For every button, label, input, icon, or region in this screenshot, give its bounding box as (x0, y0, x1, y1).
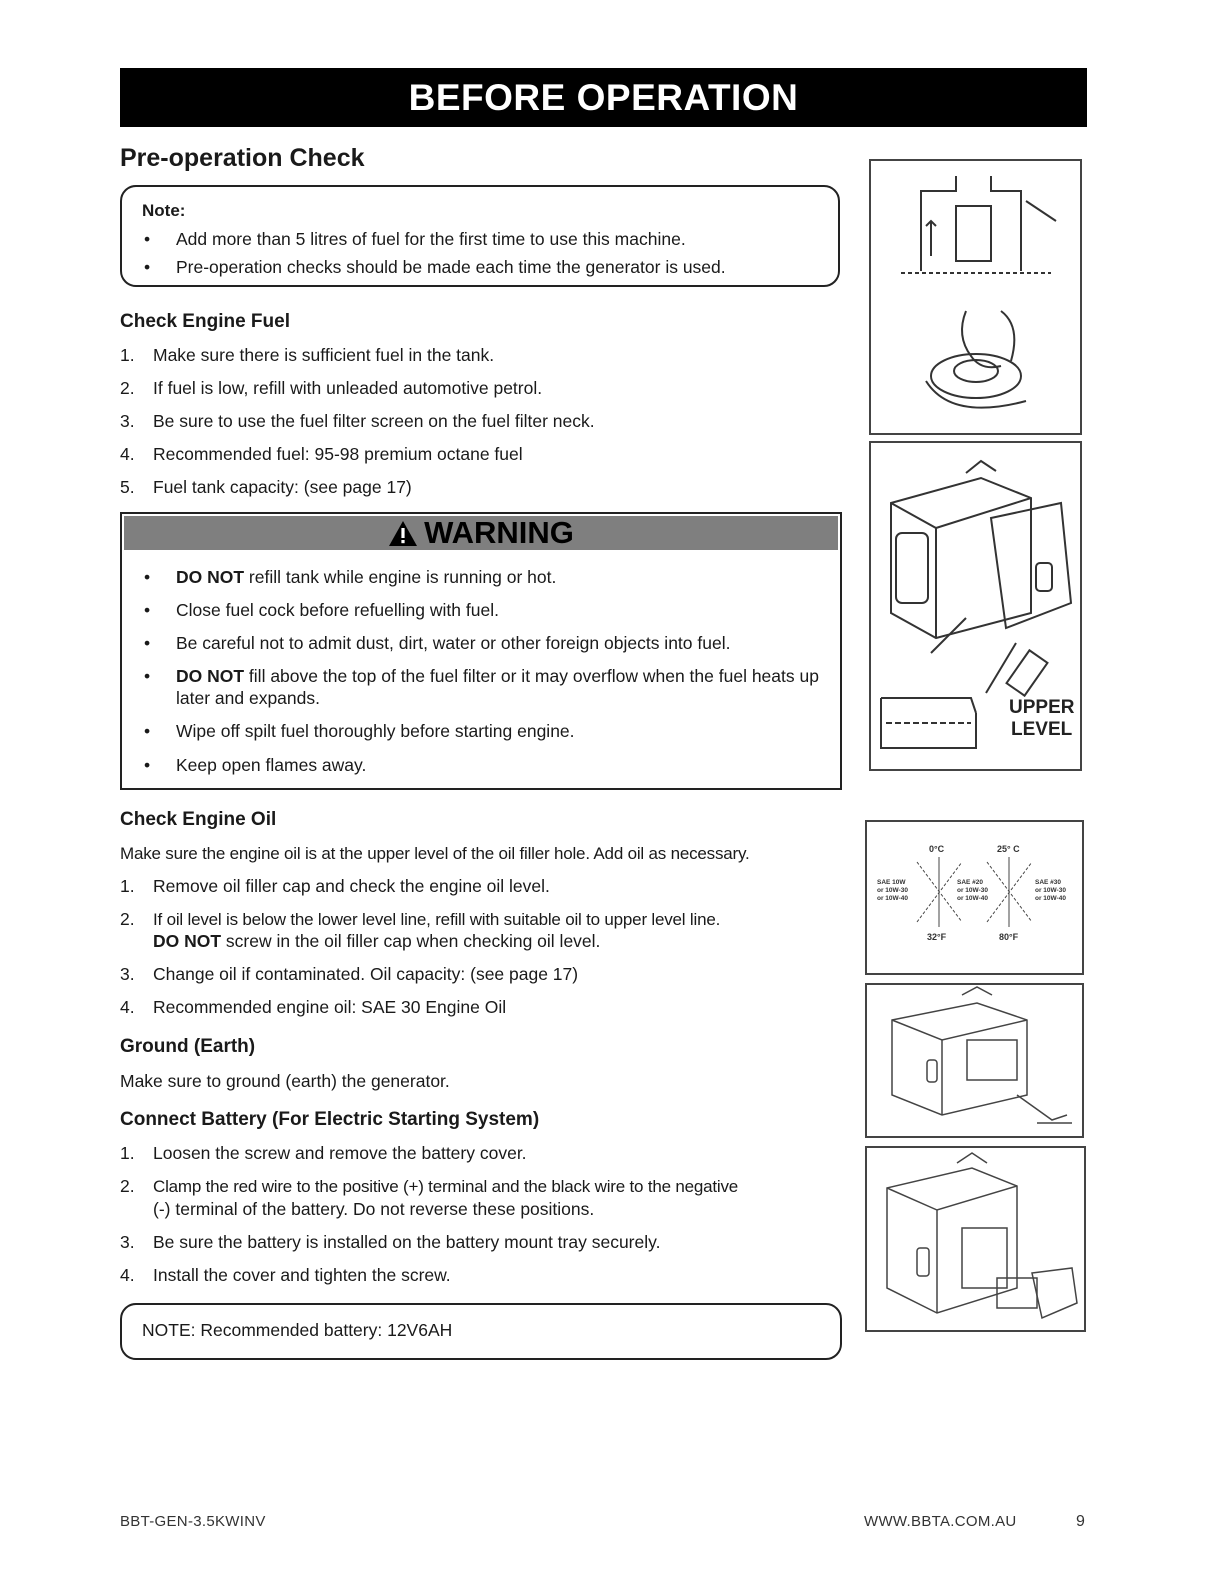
battery-illustration (867, 1148, 1084, 1330)
pre-operation-heading: Pre-operation Check (120, 144, 365, 172)
battery-note-box (120, 1303, 842, 1360)
upper-level-label-2: LEVEL (1011, 719, 1073, 740)
sae-mid-2: or 10W-30 (957, 887, 988, 894)
oil-viscosity-figure (865, 820, 1084, 975)
fuel-heading: Check Engine Fuel (120, 311, 290, 332)
generator-fuel-figure (869, 441, 1082, 771)
warning-triangle-icon (388, 520, 418, 547)
ground-text: Make sure to ground (earth) the generator. (120, 1071, 450, 1091)
battery-note: NOTE: Recommended battery: 12V6AH (142, 1320, 453, 1340)
page-number: 9 (1076, 1513, 1086, 1530)
temp-32f-label: 32°F (927, 932, 947, 942)
ground-illustration (867, 985, 1082, 1136)
sae-mid-3: or 10W-40 (957, 895, 988, 902)
section-banner (120, 68, 1087, 127)
fuel-filter-illustration (871, 161, 1080, 433)
sae-left-1: SAE 10W (877, 879, 906, 886)
oil-heading: Check Engine Oil (120, 809, 277, 830)
fuel-filter-figure (869, 159, 1082, 435)
oil-viscosity-chart (867, 822, 1082, 973)
sae-left-2: or 10W-30 (877, 887, 908, 894)
generator-fuel-illustration (871, 443, 1080, 769)
battery-heading: Connect Battery (For Electric Starting System) (120, 1109, 540, 1130)
temp-0c-label: 0°C (929, 844, 945, 854)
oil-intro: Make sure the engine oil is at the upper level of the oil filler hole. Add oil as necessary. (120, 844, 750, 863)
note-label: Note: (142, 201, 186, 220)
sae-left-3: or 10W-40 (877, 895, 908, 902)
pre-operation-note-box: Note: • Add more than 5 litres of fuel for the first time to use this machine. • Pre-operation checks should be made each time the generator is used. (120, 185, 840, 287)
sae-right-2: or 10W-30 (1035, 887, 1066, 894)
upper-level-label: UPPER (1009, 697, 1075, 718)
sae-right-1: SAE #30 (1035, 879, 1062, 886)
sae-right-3: or 10W-40 (1035, 895, 1066, 902)
ground-heading: Ground (Earth) (120, 1036, 256, 1057)
warning-header (124, 516, 838, 550)
battery-figure (865, 1146, 1086, 1332)
temp-80f-label: 80°F (999, 932, 1019, 942)
warning-box: WARNING • DO NOT refill tank while engine is running or hot. • Close fuel cock before refuelling with fuel. • Be careful not to admit dust, dirt, water or other foreign objects into fuel. • DO NOT fill above the top of the fuel filter or it may overflow when the fuel heats up later and expands. • Wipe off spilt fuel thoroughly before starting engine. • Keep open flames away. (120, 512, 842, 790)
ground-figure (865, 983, 1084, 1138)
banner-title: BEFORE OPERATION (408, 76, 799, 118)
sae-mid-1: SAE #20 (957, 879, 984, 886)
warning-title: WARNING (424, 515, 574, 550)
footer-website: WWW.BBTA.COM.AU (864, 1513, 1017, 1530)
footer-model: BBT-GEN-3.5KWINV (120, 1513, 266, 1530)
temp-25c-label: 25° C (997, 844, 1020, 854)
